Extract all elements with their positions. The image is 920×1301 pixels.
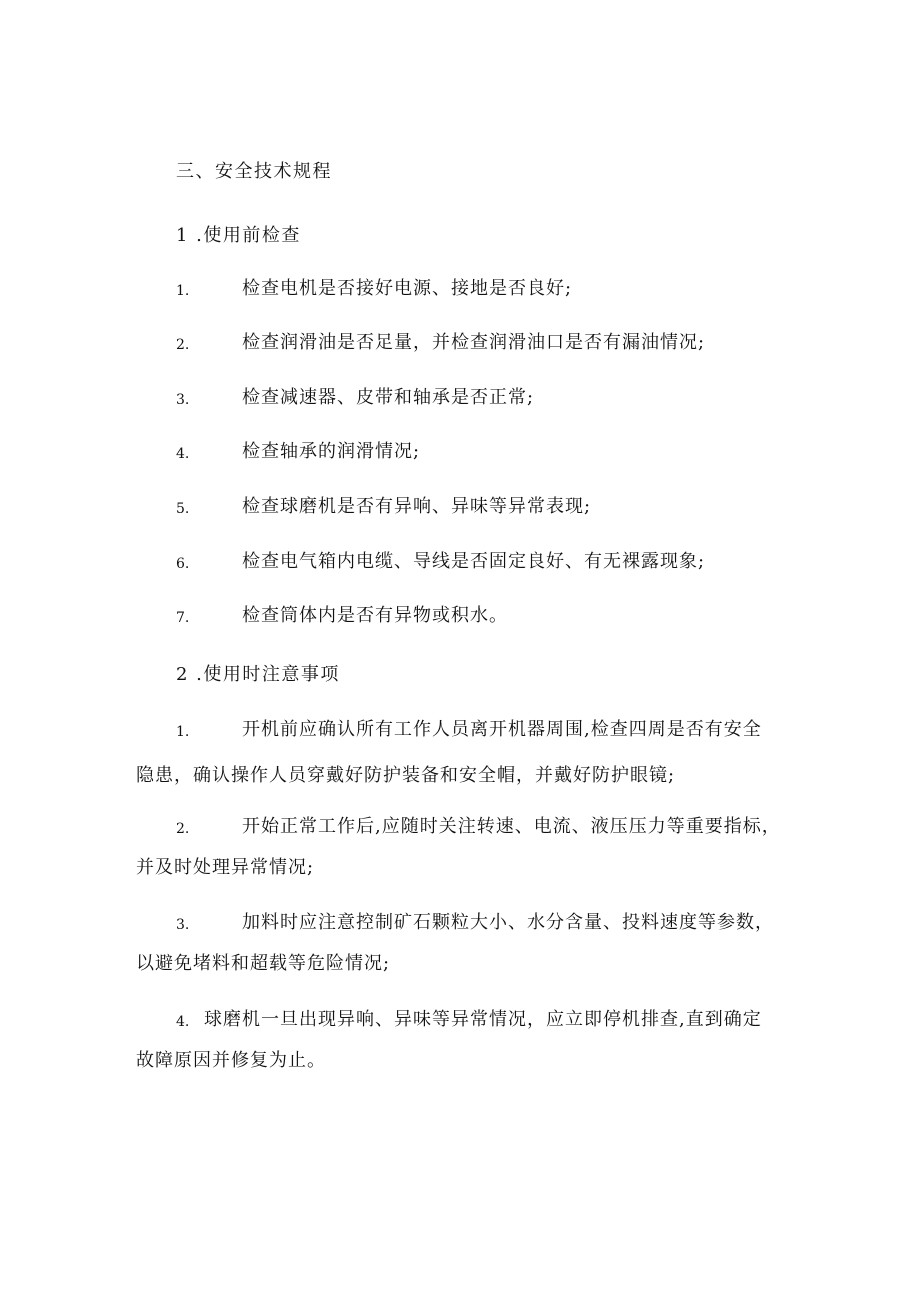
- item-text: 检查球磨机是否有异响、异味等异常表现;: [242, 496, 592, 517]
- item-number: 5.: [176, 501, 190, 517]
- item-text-line1: 开机前应确认所有工作人员离开机器周围,检查四周是否有安全: [242, 719, 762, 740]
- part2-title: 2 .使用时注意事项: [176, 664, 340, 685]
- item-text-line2: 故障原因并修复为止。: [136, 1050, 326, 1071]
- item-number: 4.: [176, 446, 190, 462]
- item-text-line1: 加料时应注意控制矿石颗粒大小、水分含量、投料速度等参数，: [242, 912, 774, 933]
- item-text-line2: 并及时处理异常情况;: [136, 857, 315, 878]
- item-text: 检查轴承的润滑情况;: [242, 441, 421, 462]
- part1-title: 1 .使用前检查: [176, 225, 301, 246]
- item-text: 检查筒体内是否有异物或积水。: [242, 605, 508, 626]
- item-number: 2.: [176, 821, 190, 837]
- item-number: 1.: [176, 724, 190, 740]
- item-number: 6.: [176, 556, 190, 572]
- item-text: 检查电气箱内电缆、导线是否固定良好、有无裸露现象;: [242, 551, 706, 572]
- item-number: 2.: [176, 337, 190, 353]
- item-text-line2: 以避免堵料和超载等危险情况;: [136, 953, 391, 974]
- section-title: 三、安全技术规程: [176, 161, 332, 182]
- item-number: 3.: [176, 917, 190, 933]
- item-text-line1: 球磨机一旦出现异响、异味等异常情况，应立即停机排查,直到确定: [204, 1009, 762, 1030]
- item-text: 检查减速器、皮带和轴承是否正常;: [242, 387, 535, 408]
- item-number: 7.: [176, 610, 190, 626]
- item-number: 1.: [176, 283, 190, 299]
- item-text: 检查润滑油是否足量，并检查润滑油口是否有漏油情况;: [242, 332, 706, 353]
- item-text-line2: 隐患，确认操作人员穿戴好防护装备和安全帽，并戴好防护眼镜;: [136, 765, 676, 786]
- item-number: 3.: [176, 392, 190, 408]
- item-text-line1: 开始正常工作后,应随时关注转速、电流、液压压力等重要指标，: [242, 816, 781, 837]
- item-number: 4.: [176, 1014, 190, 1030]
- item-text: 检查电机是否接好电源、接地是否良好;: [242, 278, 573, 299]
